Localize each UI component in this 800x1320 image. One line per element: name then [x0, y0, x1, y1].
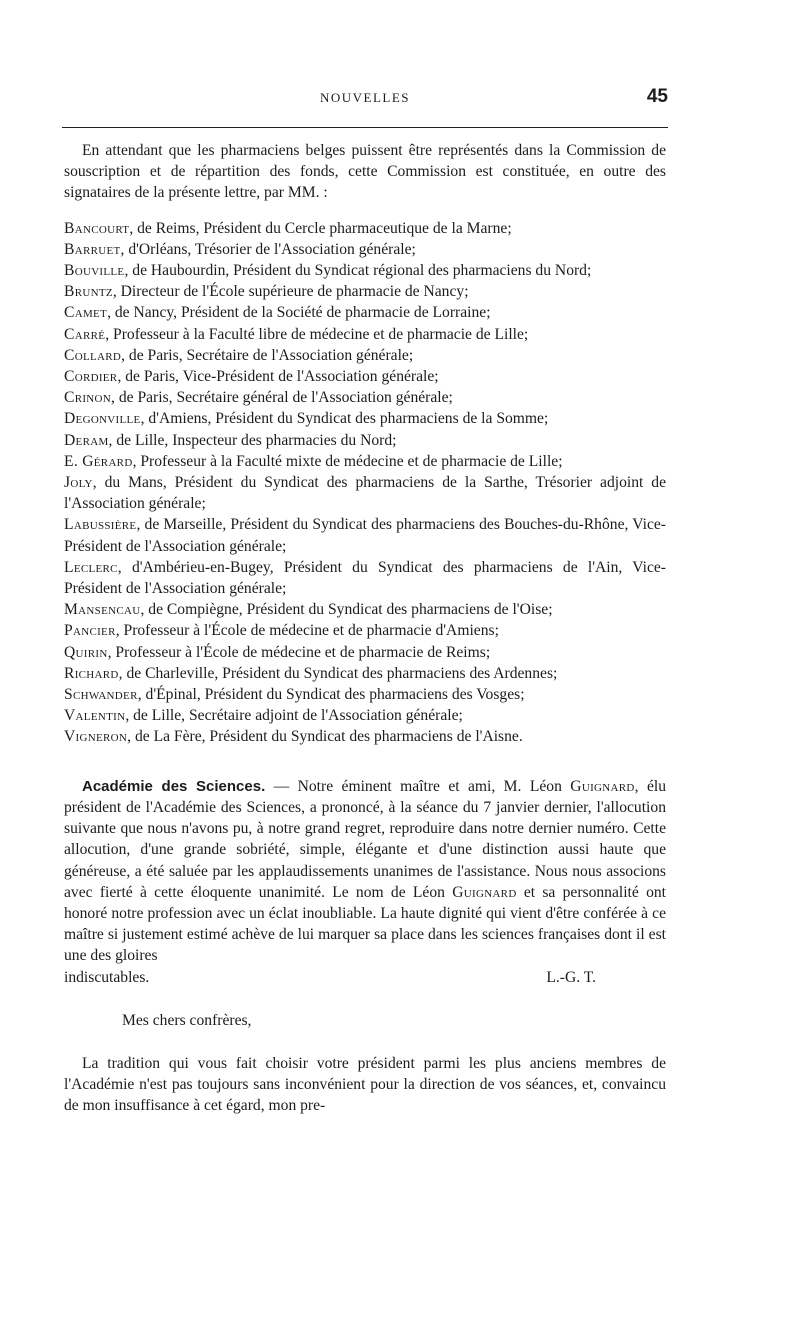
member-description: , Directeur de l'École supérieure de pharmacie de Nancy; — [112, 283, 469, 301]
academie-last-line: indiscutables. — [64, 968, 150, 986]
member-entry — [64, 239, 666, 260]
member-description: , d'Orléans, Trésorier de l'Association générale; — [120, 240, 416, 258]
page-number: 45 — [646, 86, 668, 107]
member-name: Richard — [64, 664, 119, 682]
member-name: Leclerc — [64, 558, 118, 576]
spacer — [64, 988, 666, 1010]
member-name: E. Gérard — [64, 452, 133, 470]
member-name: Pancier — [64, 622, 116, 640]
academie-text-1: — Notre éminent maître et ami, M. Léon — [265, 777, 571, 795]
member-description: , Professeur à l'École de médecine et de pharmacie d'Amiens; — [115, 622, 499, 640]
member-description: , de Lille, Secrétaire adjoint de l'Association générale; — [125, 707, 463, 725]
academie-name-2: Guignard — [452, 883, 517, 901]
member-name: Labussière — [64, 516, 137, 534]
salutation: Mes chers confrères, — [122, 1011, 252, 1029]
member-entry — [64, 218, 666, 239]
member-entry — [64, 557, 666, 599]
page-header — [62, 86, 668, 118]
member-entry — [64, 663, 666, 684]
member-description: , d'Épinal, Président du Syndicat des pharmaciens des Vosges; — [137, 686, 525, 704]
member-name: Crinon — [64, 389, 112, 407]
member-entry — [64, 620, 666, 641]
member-description: , de Compiègne, Président du Syndicat des pharmaciens de l'Oise; — [140, 601, 553, 619]
member-name: Quirin — [64, 643, 108, 661]
spacer — [64, 1031, 666, 1053]
member-description: , de Charleville, Président du Syndicat des pharmaciens des Ardennes; — [118, 664, 558, 682]
member-entry — [64, 430, 666, 451]
member-description: , de La Fère, Président du Syndicat des pharmaciens de l'Aisne. — [127, 728, 523, 746]
member-name: Degonville — [64, 410, 141, 428]
member-name: Camet — [64, 304, 108, 322]
member-entry — [64, 726, 666, 747]
member-name: Bruntz — [64, 283, 113, 301]
page-body — [64, 140, 666, 1117]
academie-text-3: et sa personnalité ont honoré notre profession avec un éclat inoubliable. La haute dignité qui vient d'être conférée à ce maître si justement estimé achève de lui marquer sa place dans les sciences françaises dont il est une des gloires — [64, 883, 666, 965]
member-entry — [64, 514, 666, 556]
member-description: , de Nancy, Président de la Société de pharmacie de Lorraine; — [107, 304, 491, 322]
running-title: NOUVELLES — [319, 90, 411, 105]
member-description: , de Marseille, Président du Syndicat des pharmaciens des Bouches-du-Rhône, Vice-Président de l'Association générale; — [64, 516, 666, 555]
member-list — [64, 218, 666, 748]
member-description: , de Reims, Président du Cercle pharmaceutique de la Marne; — [129, 219, 512, 237]
member-entry — [64, 281, 666, 302]
member-name: Deram — [64, 431, 109, 449]
member-entry — [64, 345, 666, 366]
intro-paragraph: En attendant que les pharmaciens belges puissent être représentés dans la Commission de souscription et de répartition des fonds, cette Commission est constituée, en outre des signataires de la présente lettre, par MM. : — [64, 142, 666, 202]
member-entry — [64, 324, 666, 345]
academie-name-1: Guignard — [570, 777, 635, 795]
member-description: , de Haubourdin, Président du Syndicat régional des pharmaciens du Nord; — [124, 262, 592, 280]
academie-heading: Académie des Sciences. — [82, 777, 266, 795]
member-description: , de Paris, Secrétaire de l'Association générale; — [121, 346, 414, 364]
member-name: Bancourt — [64, 219, 130, 237]
member-description: , d'Ambérieu-en-Bugey, Président du Syndicat des pharmaciens de l'Ain, Vice-Président de l'Association générale; — [64, 558, 666, 598]
member-name: Joly — [64, 474, 93, 492]
member-description: , d'Amiens, Président du Syndicat des pharmaciens de la Somme; — [140, 410, 549, 428]
closing-paragraph: La tradition qui vous fait choisir votre président parmi les plus anciens membres de l'Académie n'est pas toujours sans inconvénient pour la direction de vos séances, et, convaincu de mon insuffisance à cet égard, mon pre- — [64, 1054, 666, 1115]
member-description: , Professeur à la Faculté mixte de médecine et de pharmacie de Lille; — [132, 452, 563, 470]
member-entry — [64, 642, 666, 663]
member-name: Valentin — [64, 707, 126, 725]
member-entry — [64, 366, 666, 387]
member-name: Barruet — [64, 240, 121, 258]
member-entry — [64, 705, 666, 726]
member-description: , du Mans, Président du Syndicat des pharmaciens de la Sarthe, Trésorier adjoint de l'Association générale; — [64, 474, 666, 513]
member-entry — [64, 408, 666, 429]
member-name: Bouville — [64, 262, 125, 280]
member-description: , Professeur à la Faculté libre de médecine et de pharmacie de Lille; — [105, 325, 529, 343]
academie-text-2: , élu président de l'Académie des Sciences, a prononcé, à la séance du 7 janvier dernier, l'allocution suivante que nous n'avons pu, à notre grand regret, reproduire dans notre dernier numéro. Cette allocution, d'une grande sobriété, simple, élégante et d'une distinction aussi haute que généreuse, a été saluée par les applaudissements unanimes de l'assistance. Nous nous associons avec fierté à cette éloquente unanimité. Le nom de Léon — [64, 777, 666, 901]
member-entry — [64, 451, 666, 472]
member-entry — [64, 599, 666, 620]
member-name: Collard — [64, 346, 122, 364]
member-entry — [64, 684, 666, 705]
spacer — [64, 748, 666, 776]
member-entry — [64, 387, 666, 408]
member-name: Schwander — [64, 686, 138, 704]
member-entry — [64, 260, 666, 281]
signature-line — [64, 967, 666, 988]
signature: L.-G. T. — [546, 968, 596, 986]
academie-paragraph — [64, 776, 666, 967]
member-description: , de Lille, Inspecteur des pharmacies du Nord; — [108, 431, 397, 449]
spacer — [64, 204, 666, 218]
header-rule — [62, 127, 668, 128]
member-name: Mansencau — [64, 601, 141, 619]
member-entry — [64, 472, 666, 514]
member-name: Carré — [64, 325, 106, 343]
member-description: , Professeur à l'École de médecine et de pharmacie de Reims; — [107, 643, 491, 661]
member-name: Vigneron — [64, 728, 128, 746]
member-entry — [64, 302, 666, 323]
member-description: , de Paris, Vice-Président de l'Association générale; — [117, 368, 439, 386]
member-name: Cordier — [64, 368, 118, 386]
member-description: , de Paris, Secrétaire général de l'Association générale; — [111, 389, 453, 407]
